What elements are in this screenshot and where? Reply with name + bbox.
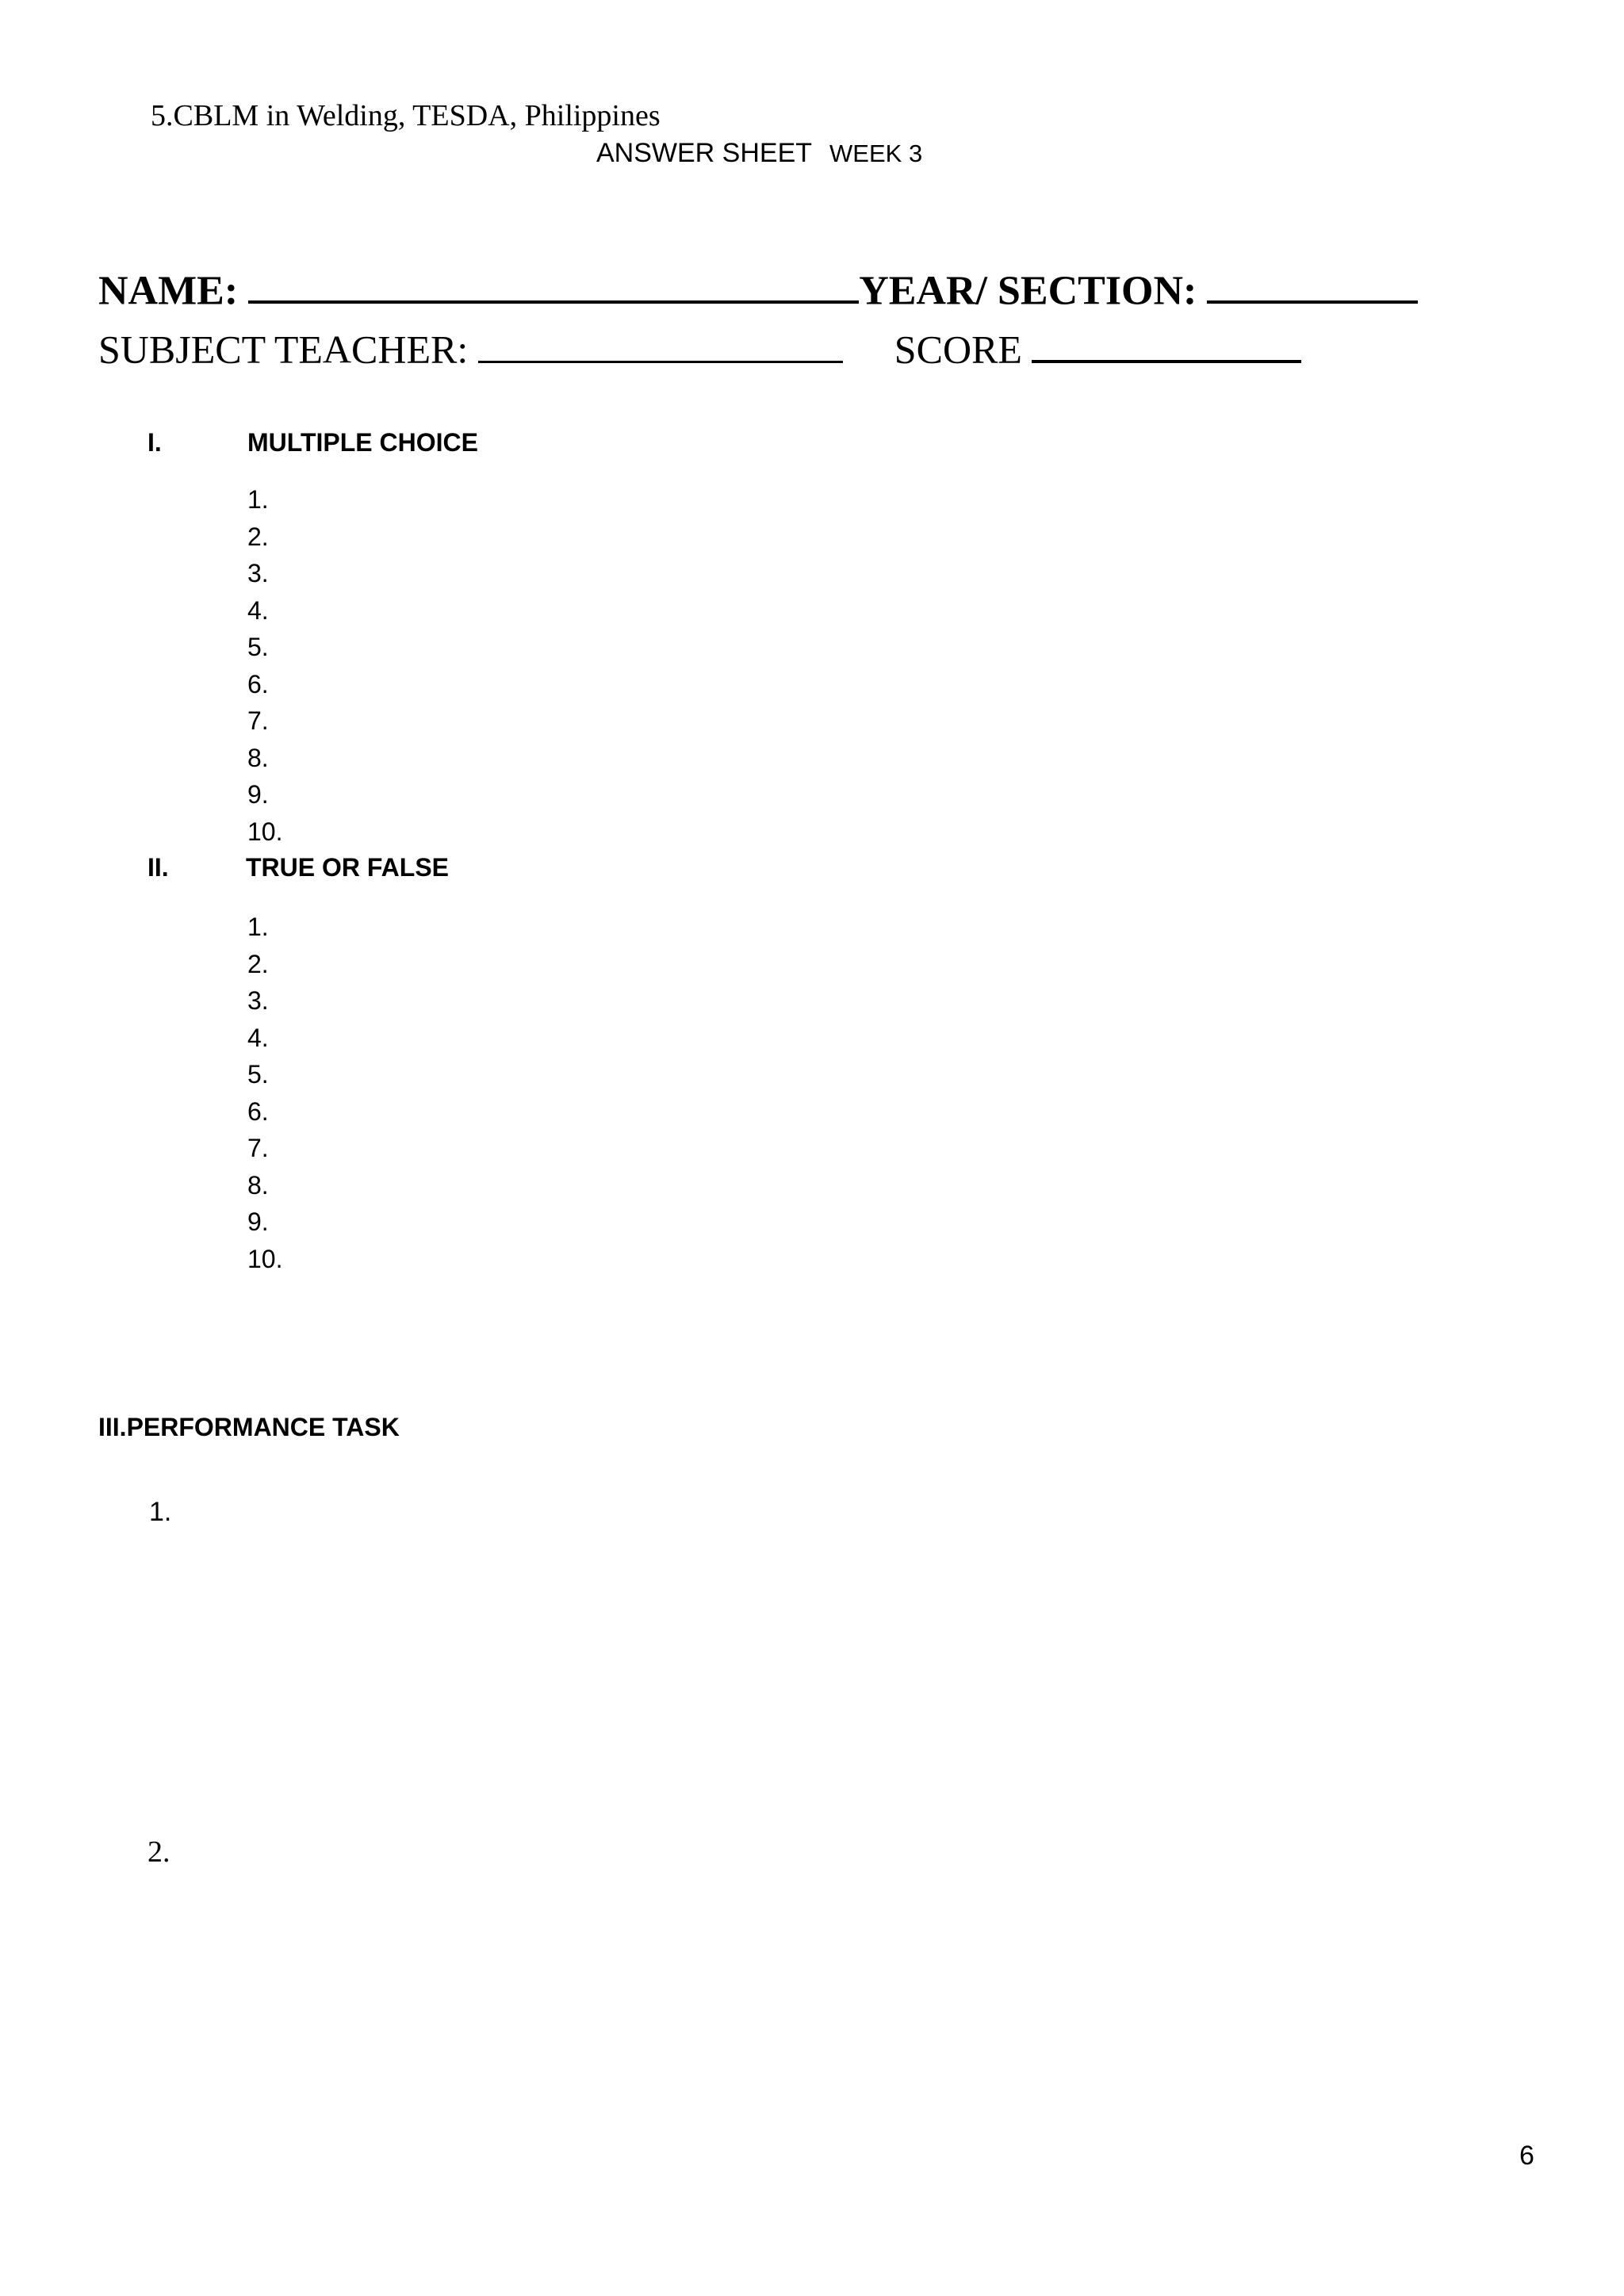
year-section-blank[interactable] bbox=[1207, 262, 1418, 304]
list-item: 8. bbox=[247, 743, 269, 772]
section-2-title: TRUE OR FALSE bbox=[246, 853, 450, 882]
year-section-label: YEAR/ SECTION: bbox=[859, 268, 1197, 314]
list-item: 1. bbox=[247, 913, 269, 941]
section-3-title: III.PERFORMANCE TASK bbox=[98, 1413, 400, 1441]
section-2-number: II. bbox=[147, 853, 169, 882]
score-blank[interactable] bbox=[1032, 322, 1301, 363]
list-item: 7. bbox=[247, 706, 269, 735]
list-item: 8. bbox=[247, 1170, 269, 1200]
list-item: 1. bbox=[247, 485, 269, 514]
list-item: 9. bbox=[247, 780, 269, 809]
week-label: WEEK 3 bbox=[829, 140, 923, 167]
list-item: 9. bbox=[247, 1207, 269, 1236]
list-item: 5. bbox=[247, 633, 269, 661]
list-item: 6. bbox=[247, 669, 269, 698]
subject-teacher-blank[interactable] bbox=[478, 323, 843, 363]
performance-task-item-2: 2. bbox=[147, 1835, 170, 1869]
section-1-number: I. bbox=[147, 428, 162, 457]
true-false-list bbox=[247, 909, 282, 1277]
name-year-section-row bbox=[98, 262, 1418, 314]
list-item: 3. bbox=[247, 559, 269, 587]
list-item: 3. bbox=[247, 986, 269, 1015]
subject-teacher-label: SUBJECT TEACHER: bbox=[98, 327, 469, 372]
list-item: 2. bbox=[247, 949, 269, 978]
list-item: 4. bbox=[247, 1023, 269, 1052]
multiple-choice-list bbox=[247, 481, 282, 850]
list-item: 10. bbox=[247, 1244, 283, 1273]
performance-task-item-1: 1. bbox=[149, 1497, 172, 1527]
name-blank[interactable] bbox=[248, 262, 859, 304]
list-item: 5. bbox=[247, 1060, 269, 1089]
section-1-title: MULTIPLE CHOICE bbox=[247, 428, 478, 457]
list-item: 10. bbox=[247, 817, 283, 846]
list-item: 4. bbox=[247, 595, 269, 625]
list-item: 2. bbox=[247, 522, 269, 551]
document-reference: 5.CBLM in Welding, TESDA, Philippines bbox=[151, 99, 661, 132]
name-label: NAME: bbox=[98, 268, 239, 314]
answer-sheet-title bbox=[596, 138, 922, 169]
list-item: 7. bbox=[247, 1134, 269, 1162]
page-number: 6 bbox=[1519, 2141, 1534, 2171]
score-label: SCORE bbox=[894, 327, 1022, 372]
list-item: 6. bbox=[247, 1096, 269, 1126]
sheet-title-text: ANSWER SHEET bbox=[596, 138, 813, 168]
teacher-score-row bbox=[98, 322, 1301, 373]
